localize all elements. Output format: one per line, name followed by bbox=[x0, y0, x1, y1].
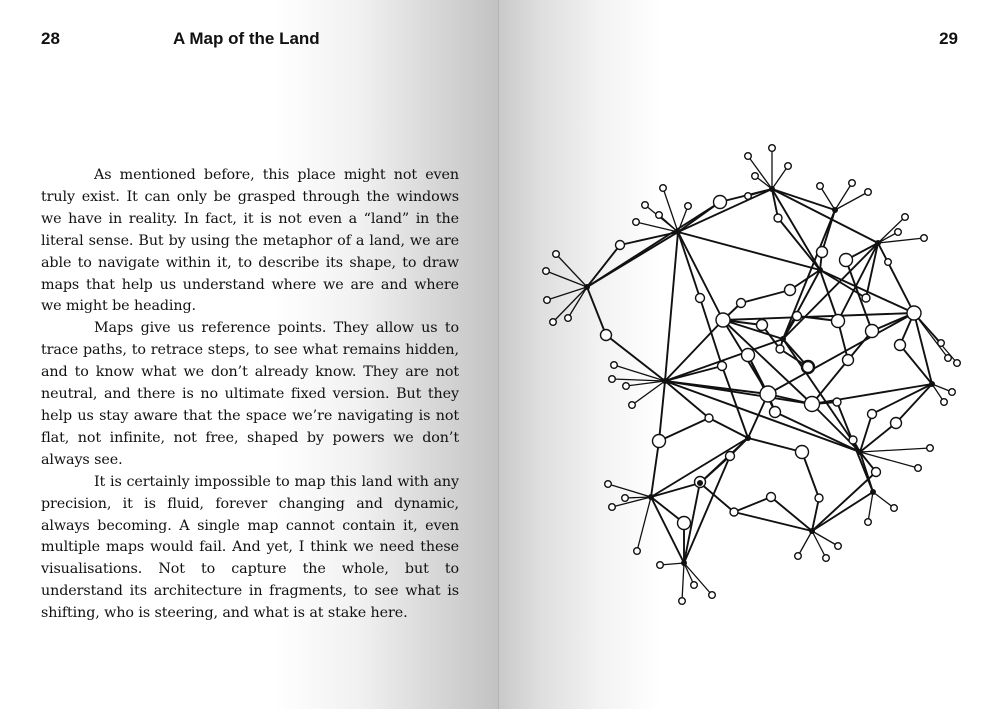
graph-node-large bbox=[760, 386, 776, 402]
graph-node bbox=[862, 294, 870, 302]
graph-hub bbox=[875, 240, 881, 246]
graph-leaf-node bbox=[634, 548, 641, 555]
graph-node bbox=[742, 349, 755, 362]
graph-leaf-node bbox=[745, 153, 752, 160]
graph-node bbox=[895, 340, 906, 351]
graph-leaf-node bbox=[915, 465, 922, 472]
graph-leaf-node bbox=[685, 203, 692, 210]
graph-hub bbox=[675, 229, 681, 235]
graph-node bbox=[817, 247, 828, 258]
network-nodes bbox=[543, 145, 961, 605]
graph-leaf-node bbox=[885, 259, 892, 266]
graph-node bbox=[696, 294, 705, 303]
graph-node bbox=[767, 493, 776, 502]
paragraph-3: It is certainly impossible to map this land with any precision, it is fluid, forever changing and dynamic, always becoming. A single map cannot contain it, even multiple maps would fail. And yet, I think we need these visualisations. Not to capture the whole, but to understand its architecture in fragments, to see what is shifting, who is steering, and what is at stake here. bbox=[41, 473, 459, 622]
graph-hub bbox=[681, 560, 687, 566]
graph-node bbox=[849, 436, 857, 444]
graph-hub bbox=[832, 207, 838, 213]
graph-leaf-node bbox=[622, 495, 629, 502]
graph-leaf-node bbox=[938, 340, 945, 347]
paragraph-2: Maps give us reference points. They allow us to trace paths, to retrace steps, to see what remains hidden, and to know what we don’t already know. They are not neutral, and there is no ultimate fixed version. But they help us stay aware that the space we’re navigating is not flat, not infinite, not free, shaped by powers we don’t always see. bbox=[41, 320, 459, 468]
graph-leaf-node bbox=[849, 180, 856, 187]
graph-node bbox=[737, 299, 746, 308]
graph-leaf-node bbox=[543, 268, 550, 275]
graph-node bbox=[678, 517, 691, 530]
graph-node bbox=[832, 315, 845, 328]
graph-hub bbox=[697, 480, 703, 486]
graph-leaf-node bbox=[752, 173, 759, 180]
graph-leaf-node bbox=[945, 355, 952, 362]
graph-node bbox=[770, 407, 781, 418]
graph-node bbox=[757, 320, 768, 331]
graph-leaf-node bbox=[679, 598, 686, 605]
graph-hub bbox=[769, 186, 775, 192]
running-head: A Map of the Land bbox=[173, 29, 320, 48]
graph-node bbox=[796, 446, 809, 459]
graph-leaf-node bbox=[629, 402, 636, 409]
graph-node bbox=[718, 362, 727, 371]
graph-node bbox=[815, 494, 823, 502]
graph-leaf-node bbox=[785, 163, 792, 170]
graph-leaf-node bbox=[865, 189, 872, 196]
graph-leaf-node bbox=[609, 376, 616, 383]
graph-hub bbox=[870, 489, 876, 495]
graph-node-large bbox=[803, 362, 814, 373]
graph-leaf-node bbox=[902, 214, 909, 221]
graph-leaf-node bbox=[691, 582, 698, 589]
graph-node-large bbox=[805, 397, 820, 412]
network-graph-illustration bbox=[538, 140, 963, 610]
graph-leaf-node bbox=[795, 553, 802, 560]
graph-hub bbox=[929, 381, 935, 387]
graph-hub bbox=[662, 378, 668, 384]
graph-node bbox=[866, 325, 879, 338]
graph-node bbox=[872, 468, 881, 477]
graph-leaf-node bbox=[550, 319, 557, 326]
paragraph-1: As mentioned before, this place might not even truly exist. It can only be grasped through the windows we have in reality. In fact, it is not even a “land” in the literal sense. But by using the metaphor of a land, we are able to navigate within it, to describe its shape, to draw maps that help us understand where we are and where we might be heading. bbox=[41, 167, 459, 315]
graph-node bbox=[774, 214, 782, 222]
graph-leaf-node bbox=[891, 505, 898, 512]
graph-leaf-node bbox=[623, 383, 630, 390]
graph-leaf-node bbox=[633, 219, 640, 226]
graph-node bbox=[705, 414, 713, 422]
graph-leaf-node bbox=[605, 481, 612, 488]
graph-node bbox=[730, 508, 738, 516]
graph-leaf-node bbox=[949, 389, 956, 396]
graph-leaf-node bbox=[656, 212, 663, 219]
graph-leaf-node bbox=[823, 555, 830, 562]
graph-leaf-node bbox=[709, 592, 716, 599]
left-page bbox=[0, 0, 499, 709]
graph-hub bbox=[809, 528, 815, 534]
graph-node bbox=[601, 330, 612, 341]
graph-leaf-node bbox=[921, 235, 928, 242]
graph-leaf-node bbox=[611, 362, 618, 369]
graph-hub bbox=[780, 336, 786, 342]
graph-leaf-node bbox=[553, 251, 560, 258]
graph-leaf-node bbox=[565, 315, 572, 322]
graph-leaf-node bbox=[642, 202, 649, 209]
graph-leaf-node bbox=[544, 297, 551, 304]
graph-node bbox=[868, 410, 877, 419]
graph-hub bbox=[648, 494, 654, 500]
graph-node bbox=[833, 398, 841, 406]
graph-node-large bbox=[716, 313, 730, 327]
page-number-right: 29 bbox=[939, 29, 958, 48]
graph-node bbox=[726, 452, 735, 461]
graph-leaf-node bbox=[660, 185, 667, 192]
graph-node bbox=[840, 254, 853, 267]
graph-node bbox=[793, 312, 802, 321]
graph-node bbox=[785, 285, 796, 296]
page-number-left: 28 bbox=[41, 29, 60, 48]
graph-node-large bbox=[907, 306, 921, 320]
body-text bbox=[41, 165, 459, 625]
graph-node bbox=[776, 345, 784, 353]
graph-node bbox=[653, 435, 666, 448]
graph-node bbox=[891, 418, 902, 429]
graph-leaf-node bbox=[895, 229, 902, 236]
graph-leaf-node bbox=[865, 519, 872, 526]
graph-hub bbox=[745, 435, 751, 441]
graph-leaf-node bbox=[941, 399, 948, 406]
graph-leaf-node bbox=[769, 145, 776, 152]
graph-hub bbox=[857, 449, 863, 455]
graph-leaf-node bbox=[954, 360, 961, 367]
graph-leaf-node bbox=[657, 562, 664, 569]
graph-node bbox=[714, 196, 727, 209]
graph-leaf-node bbox=[835, 543, 842, 550]
graph-leaf-node bbox=[745, 193, 752, 200]
graph-hub bbox=[817, 267, 823, 273]
graph-leaf-node bbox=[609, 504, 616, 511]
graph-leaf-node bbox=[817, 183, 824, 190]
graph-node bbox=[616, 241, 625, 250]
graph-hub bbox=[584, 284, 590, 290]
graph-leaf-node bbox=[927, 445, 934, 452]
graph-node bbox=[843, 355, 854, 366]
network-edges bbox=[546, 148, 957, 601]
